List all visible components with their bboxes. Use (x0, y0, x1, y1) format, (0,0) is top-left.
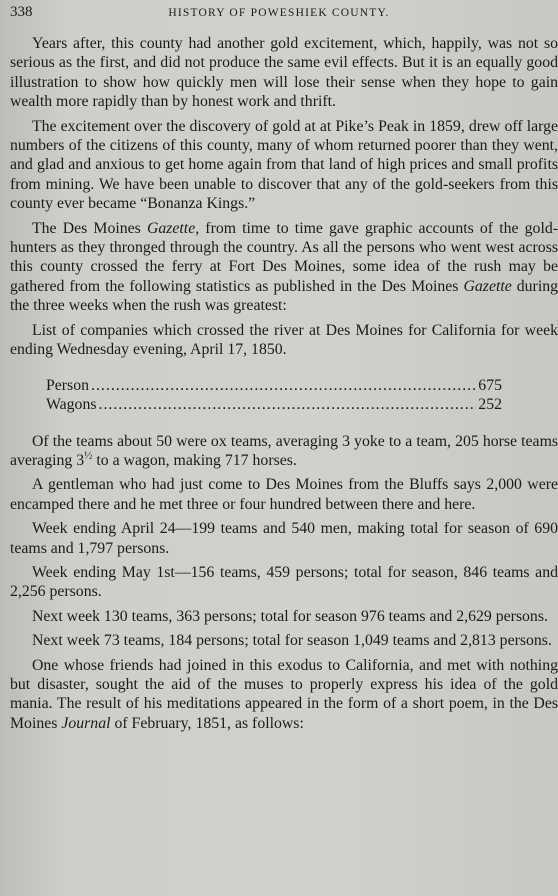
paragraph: Years after, this county had another gold excitement, which, happily, was not so serious as the first, and did not produce the same evil effects. But it is an equally good illustration to show how quickly men will lose their sense when they hope to gain wealth more rapidly than by honest work and thrift. (10, 35, 558, 111)
paragraph: A gentleman who had just come to Des Moines from the Bluffs says 2,000 were encamped there and he met three or four hundred between there and here. (10, 476, 558, 513)
paragraph: Week ending May 1st—156 teams, 459 persons; total for season, 846 teams and 2,256 persons. (10, 563, 558, 601)
paragraph: Week ending April 24—199 teams and 540 men, making total for season of 690 teams and 1,797 persons. (10, 520, 558, 557)
text-run: , from time to time gave graphic accounts of the gold-hunters as they thronged through the country. As all the persons who went west across this county crossed the ferry at Fort Des Moines, some idea of the rush may be gathered from the following statistics as published in the Des Moines (10, 219, 558, 295)
statistics-row (46, 376, 502, 395)
italic-title: Gazette (463, 277, 512, 295)
page-header (10, 4, 558, 26)
text-run: of February, 1851, as follows: (110, 714, 304, 732)
dot-leader (99, 395, 477, 414)
paragraph (10, 219, 558, 316)
statistics-label: Wagons (46, 395, 97, 413)
text-run: One whose friends had joined in this exodus to California, and met with nothing but disaster, sought the aid of the muses to properly express his idea of the gold mania. The result of his meditations appeared in the form of a short poem, in the Des Moines (10, 656, 558, 732)
paragraph (10, 656, 558, 734)
dot-leader (91, 376, 476, 395)
text-run: Of the teams about 50 were ox teams, averaging 3 yoke to a team, 205 horse teams averaging 3 (10, 432, 558, 469)
paragraph: List of companies which crossed the river at Des Moines for California for week ending Wednesday evening, April 17, 1850. (10, 321, 558, 359)
italic-title: Gazette (146, 219, 196, 237)
running-head: HISTORY OF POWESHIEK COUNTY. (168, 7, 390, 19)
italic-title: Journal (61, 714, 111, 732)
statistics-table (46, 376, 502, 414)
statistics-row (46, 395, 502, 414)
statistics-label: Person (46, 376, 90, 394)
paragraph: Next week 130 teams, 363 persons; total for season 976 teams and 2,629 persons. (32, 607, 548, 625)
statistics-value: 675 (478, 376, 502, 394)
paragraph: Next week 73 teams, 184 persons; total for season 1,049 teams and 2,813 persons. (32, 632, 552, 650)
paragraph: The excitement over the discovery of gold at at Pike’s Peak in 1859, drew off large numbers of the citizens of this county, many of whom returned poorer than they went, and glad and anxious to get home again from that land of high prices and small profits from mining. We have been unable to discover that any of the gold-seekers from this county ever became “Bonanza Kings.” (10, 117, 558, 213)
text-run: during the three weeks when the rush was greatest: (10, 277, 558, 315)
statistics-value: 252 (478, 395, 502, 413)
paragraph (10, 432, 558, 471)
text-run: The Des Moines (32, 219, 147, 237)
text-run: to a wagon, making 717 horses. (92, 451, 297, 469)
fraction: ½ (84, 449, 93, 462)
body-text (10, 34, 558, 733)
page-number: 338 (10, 4, 33, 20)
